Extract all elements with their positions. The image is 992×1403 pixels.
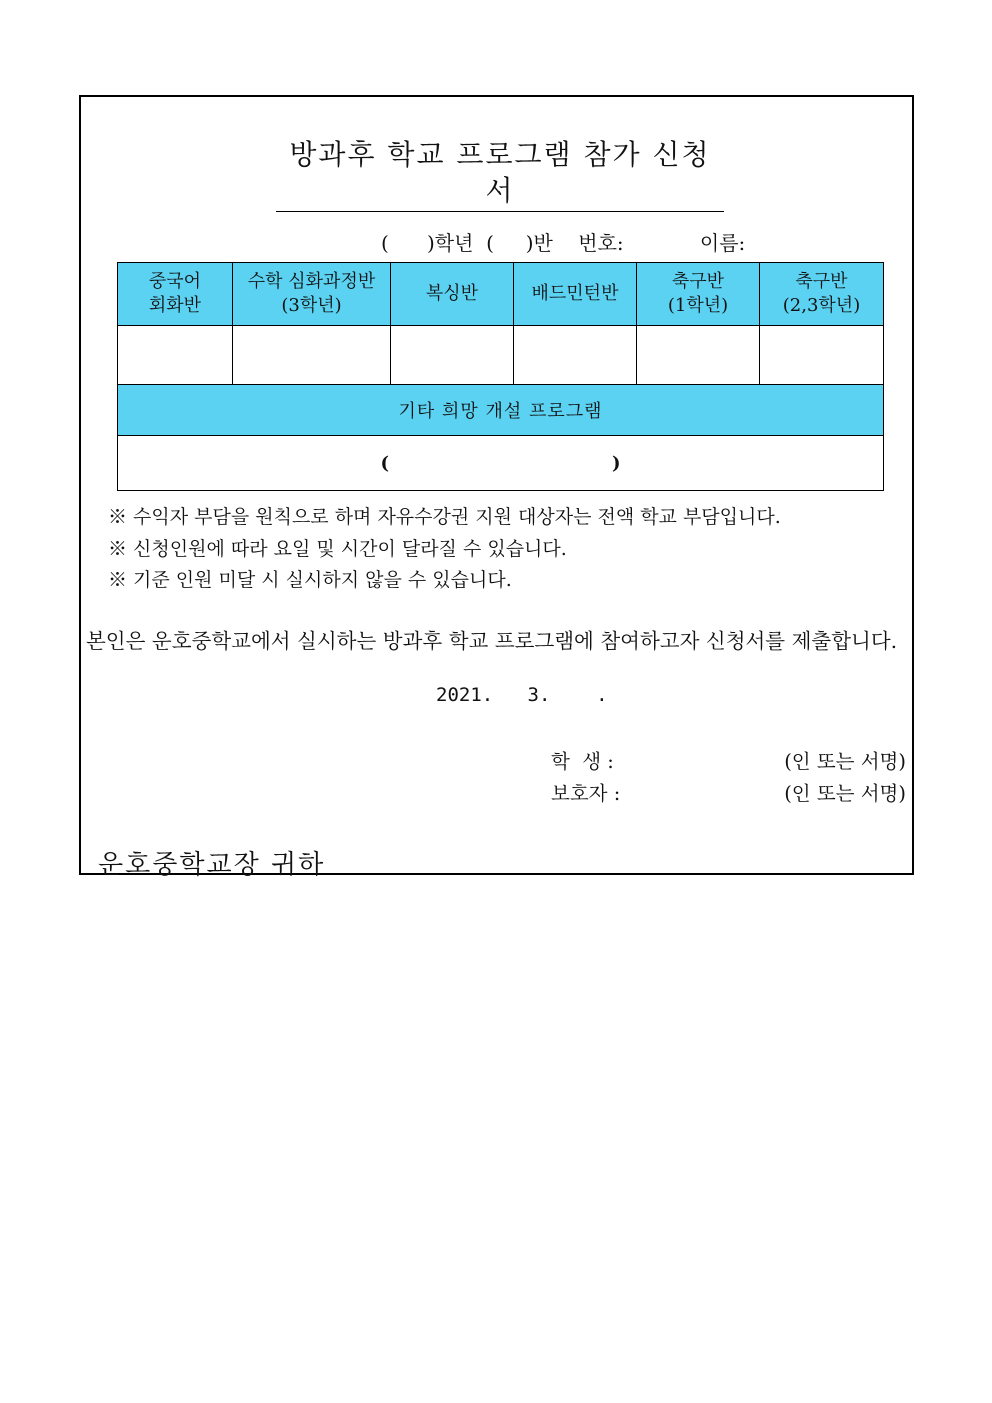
guardian-signature-label: 보호자 : <box>551 782 621 805</box>
student-signature-label: 학 생 : <box>551 750 614 773</box>
program-header-boxing: 복싱반 <box>391 263 514 326</box>
addressee: 운호중학교장 귀하 <box>98 850 326 880</box>
selection-cell-soccer-1[interactable] <box>637 326 760 385</box>
other-program-row <box>118 436 884 491</box>
date-line[interactable]: 2021. 3. . <box>436 684 608 706</box>
application-form <box>79 95 914 880</box>
notes-list <box>108 502 781 597</box>
other-close-paren: ) <box>611 452 621 474</box>
note-item: ※ 신청인원에 따라 요일 및 시간이 달라질 수 있습니다. <box>108 537 567 560</box>
selection-cell-badminton[interactable] <box>514 326 637 385</box>
guardian-seal-field[interactable]: (인 또는 서명) <box>784 782 906 805</box>
other-program-field[interactable] <box>118 436 884 491</box>
student-seal-field[interactable]: (인 또는 서명) <box>784 750 906 773</box>
program-table <box>117 262 884 491</box>
program-selection-row <box>118 326 884 385</box>
selection-cell-soccer-23[interactable] <box>760 326 884 385</box>
program-header-badminton: 배드민턴반 <box>514 263 637 326</box>
student-info-line[interactable]: ( )학년 ( )반 번호: 이름: <box>381 231 746 255</box>
other-open-paren: ( <box>380 452 390 474</box>
program-header-chinese: 중국어 회화반 <box>118 263 233 326</box>
program-header-row <box>118 263 884 326</box>
other-program-header: 기타 희망 개설 프로그램 <box>118 385 884 436</box>
program-header-soccer-1: 축구반 (1학년) <box>637 263 760 326</box>
program-header-math: 수학 심화과정반 (3학년) <box>233 263 391 326</box>
program-header-soccer-23: 축구반 (2,3학년) <box>760 263 884 326</box>
note-item: ※ 수익자 부담을 원칙으로 하며 자유수강권 지원 대상자는 전액 학교 부담입니다. <box>108 506 781 528</box>
form-title: 방과후 학교 프로그램 참가 신청서 <box>276 137 724 212</box>
note-item: ※ 기준 인원 미달 시 실시하지 않을 수 있습니다. <box>108 569 512 591</box>
other-program-header-row <box>118 385 884 436</box>
selection-cell-math[interactable] <box>233 326 391 385</box>
pledge-statement: 본인은 운호중학교에서 실시하는 방과후 학교 프로그램에 참여하고자 신청서를 제출합니다. <box>86 629 898 653</box>
selection-cell-chinese[interactable] <box>118 326 233 385</box>
selection-cell-boxing[interactable] <box>391 326 514 385</box>
